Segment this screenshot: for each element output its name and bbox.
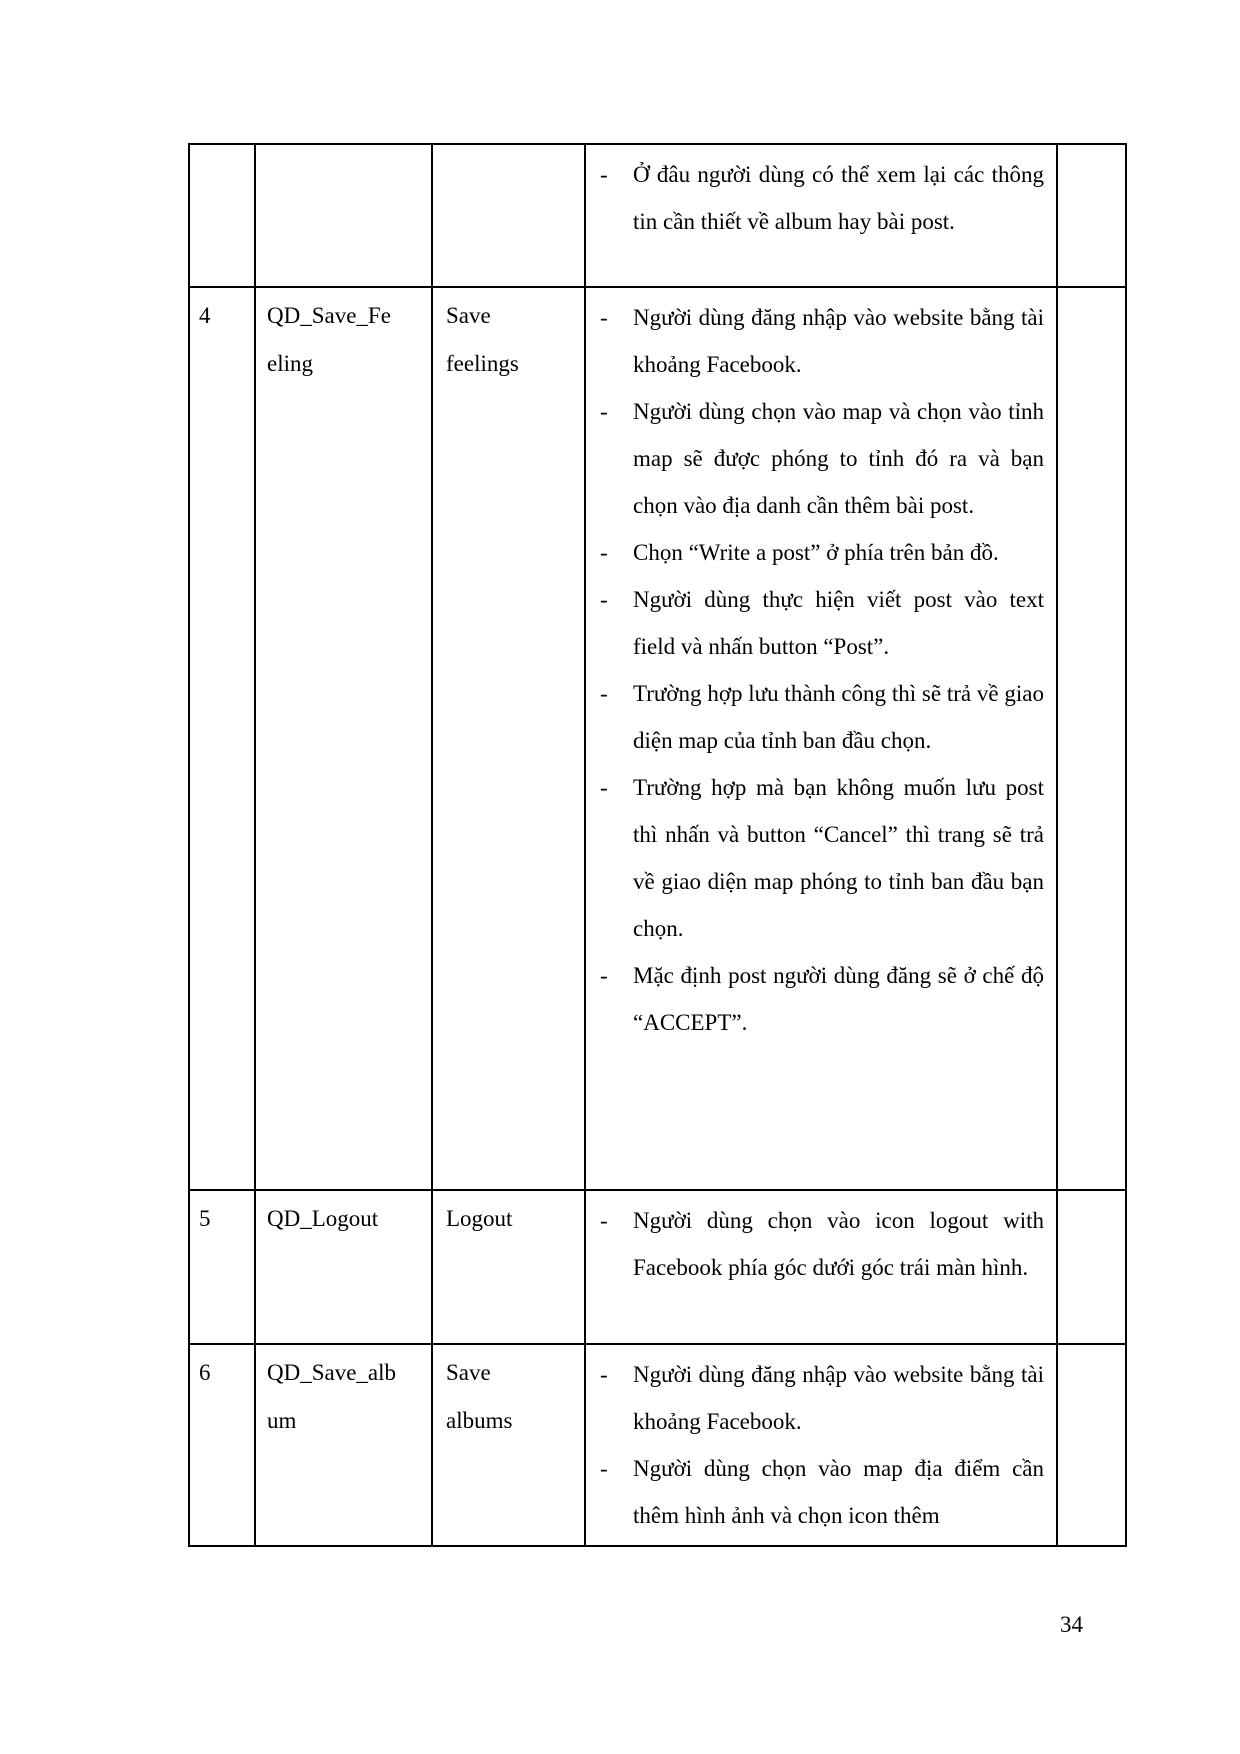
cell-row6-number bbox=[190, 1345, 256, 1545]
bullet-item bbox=[600, 529, 1044, 576]
bullet-dash: - bbox=[600, 162, 608, 187]
bullet-text: Chọn “Write a post” ở phía trên bản đồ. bbox=[633, 540, 999, 565]
bullet-item bbox=[600, 1445, 1044, 1539]
bullet-item bbox=[600, 670, 1044, 764]
bullet-dash: - bbox=[600, 399, 608, 424]
bullet-dash: - bbox=[600, 775, 608, 800]
cell-row6-description bbox=[586, 1345, 1058, 1545]
bullet-text: Người dùng chọn vào icon logout with Facebook phía góc dưới góc trái màn hình. bbox=[633, 1208, 1044, 1280]
bullet-text: Trường hợp lưu thành công thì sẽ trả về giao diện map của tỉnh ban đầu chọn. bbox=[633, 681, 1044, 753]
cell-row5-description bbox=[586, 1191, 1058, 1345]
row-number: 6 bbox=[199, 1360, 211, 1385]
cell-row5-empty bbox=[1058, 1191, 1125, 1345]
usecase-id-line: QD_Save_alb bbox=[267, 1360, 397, 1385]
cell-row5-usecase-name bbox=[433, 1191, 586, 1345]
bullet-text: Người dùng đăng nhập vào website bằng tài khoảng Facebook. bbox=[633, 1362, 1044, 1434]
cell-row6-empty bbox=[1058, 1345, 1125, 1545]
bullet-item bbox=[600, 576, 1044, 670]
cell-row0-empty bbox=[1058, 145, 1125, 288]
bullet-dash: - bbox=[600, 1456, 608, 1481]
row-number: 5 bbox=[199, 1206, 211, 1231]
bullet-dash: - bbox=[600, 1208, 608, 1233]
cell-row0-description bbox=[586, 145, 1058, 288]
cell-row4-usecase-name bbox=[433, 288, 586, 1191]
bullet-item bbox=[600, 1351, 1044, 1445]
bullet-dash: - bbox=[600, 540, 608, 565]
cell-row0-usecase-id bbox=[256, 145, 433, 288]
cell-row0-number bbox=[190, 145, 256, 288]
use-case-table bbox=[188, 143, 1127, 1547]
bullet-text: Ở đâu người dùng có thể xem lại các thông tin cần thiết về album hay bài post. bbox=[633, 162, 1044, 234]
usecase-name-line: Save bbox=[446, 1360, 491, 1385]
usecase-id-line: um bbox=[267, 1408, 297, 1433]
bullet-text: Người dùng chọn vào map địa điểm cần thêm hình ảnh và chọn icon thêm bbox=[633, 1456, 1044, 1528]
bullet-dash: - bbox=[600, 587, 608, 612]
bullet-dash: - bbox=[600, 305, 608, 330]
usecase-name-line: albums bbox=[446, 1408, 513, 1433]
usecase-name-line: Logout bbox=[446, 1206, 513, 1231]
cell-row0-usecase-name bbox=[433, 145, 586, 288]
cell-row5-usecase-id bbox=[256, 1191, 433, 1345]
bullet-text: Người dùng thực hiện viết post vào text field và nhấn button “Post”. bbox=[633, 587, 1044, 659]
cell-row5-number bbox=[190, 1191, 256, 1345]
usecase-id-line: eling bbox=[267, 351, 313, 376]
bullet-item bbox=[600, 1197, 1044, 1291]
row-number: 4 bbox=[199, 303, 211, 328]
bullet-dash: - bbox=[600, 963, 608, 988]
bullet-dash: - bbox=[600, 681, 608, 706]
bullet-text: Người dùng chọn vào map và chọn vào tỉnh map sẽ được phóng to tỉnh đó ra và bạn chọn vào địa danh cần thêm bài post. bbox=[633, 399, 1044, 518]
bullet-item bbox=[600, 764, 1044, 952]
bullet-text: Trường hợp mà bạn không muốn lưu post thì nhấn và button “Cancel” thì trang sẽ trả về giao diện map phóng to tỉnh ban đầu bạn chọn. bbox=[633, 775, 1044, 941]
bullet-text: Mặc định post người dùng đăng sẽ ở chế độ “ACCEPT”. bbox=[633, 963, 1044, 1035]
cell-row4-number bbox=[190, 288, 256, 1191]
usecase-name-line: Save bbox=[446, 303, 491, 328]
bullet-item bbox=[600, 952, 1044, 1046]
cell-row6-usecase-id bbox=[256, 1345, 433, 1545]
bullet-item bbox=[600, 388, 1044, 529]
usecase-id-line: QD_Save_Fe bbox=[267, 303, 391, 328]
bullet-item bbox=[600, 294, 1044, 388]
bullet-dash: - bbox=[600, 1362, 608, 1387]
cell-row4-description bbox=[586, 288, 1058, 1191]
usecase-id-line: QD_Logout bbox=[267, 1206, 379, 1231]
cell-row4-empty bbox=[1058, 288, 1125, 1191]
usecase-name-line: feelings bbox=[446, 351, 519, 376]
cell-row6-usecase-name bbox=[433, 1345, 586, 1545]
page-number: 34 bbox=[1060, 1612, 1083, 1637]
cell-row4-usecase-id bbox=[256, 288, 433, 1191]
bullet-text: Người dùng đăng nhập vào website bằng tài khoảng Facebook. bbox=[633, 305, 1044, 377]
bullet-item bbox=[600, 151, 1044, 245]
